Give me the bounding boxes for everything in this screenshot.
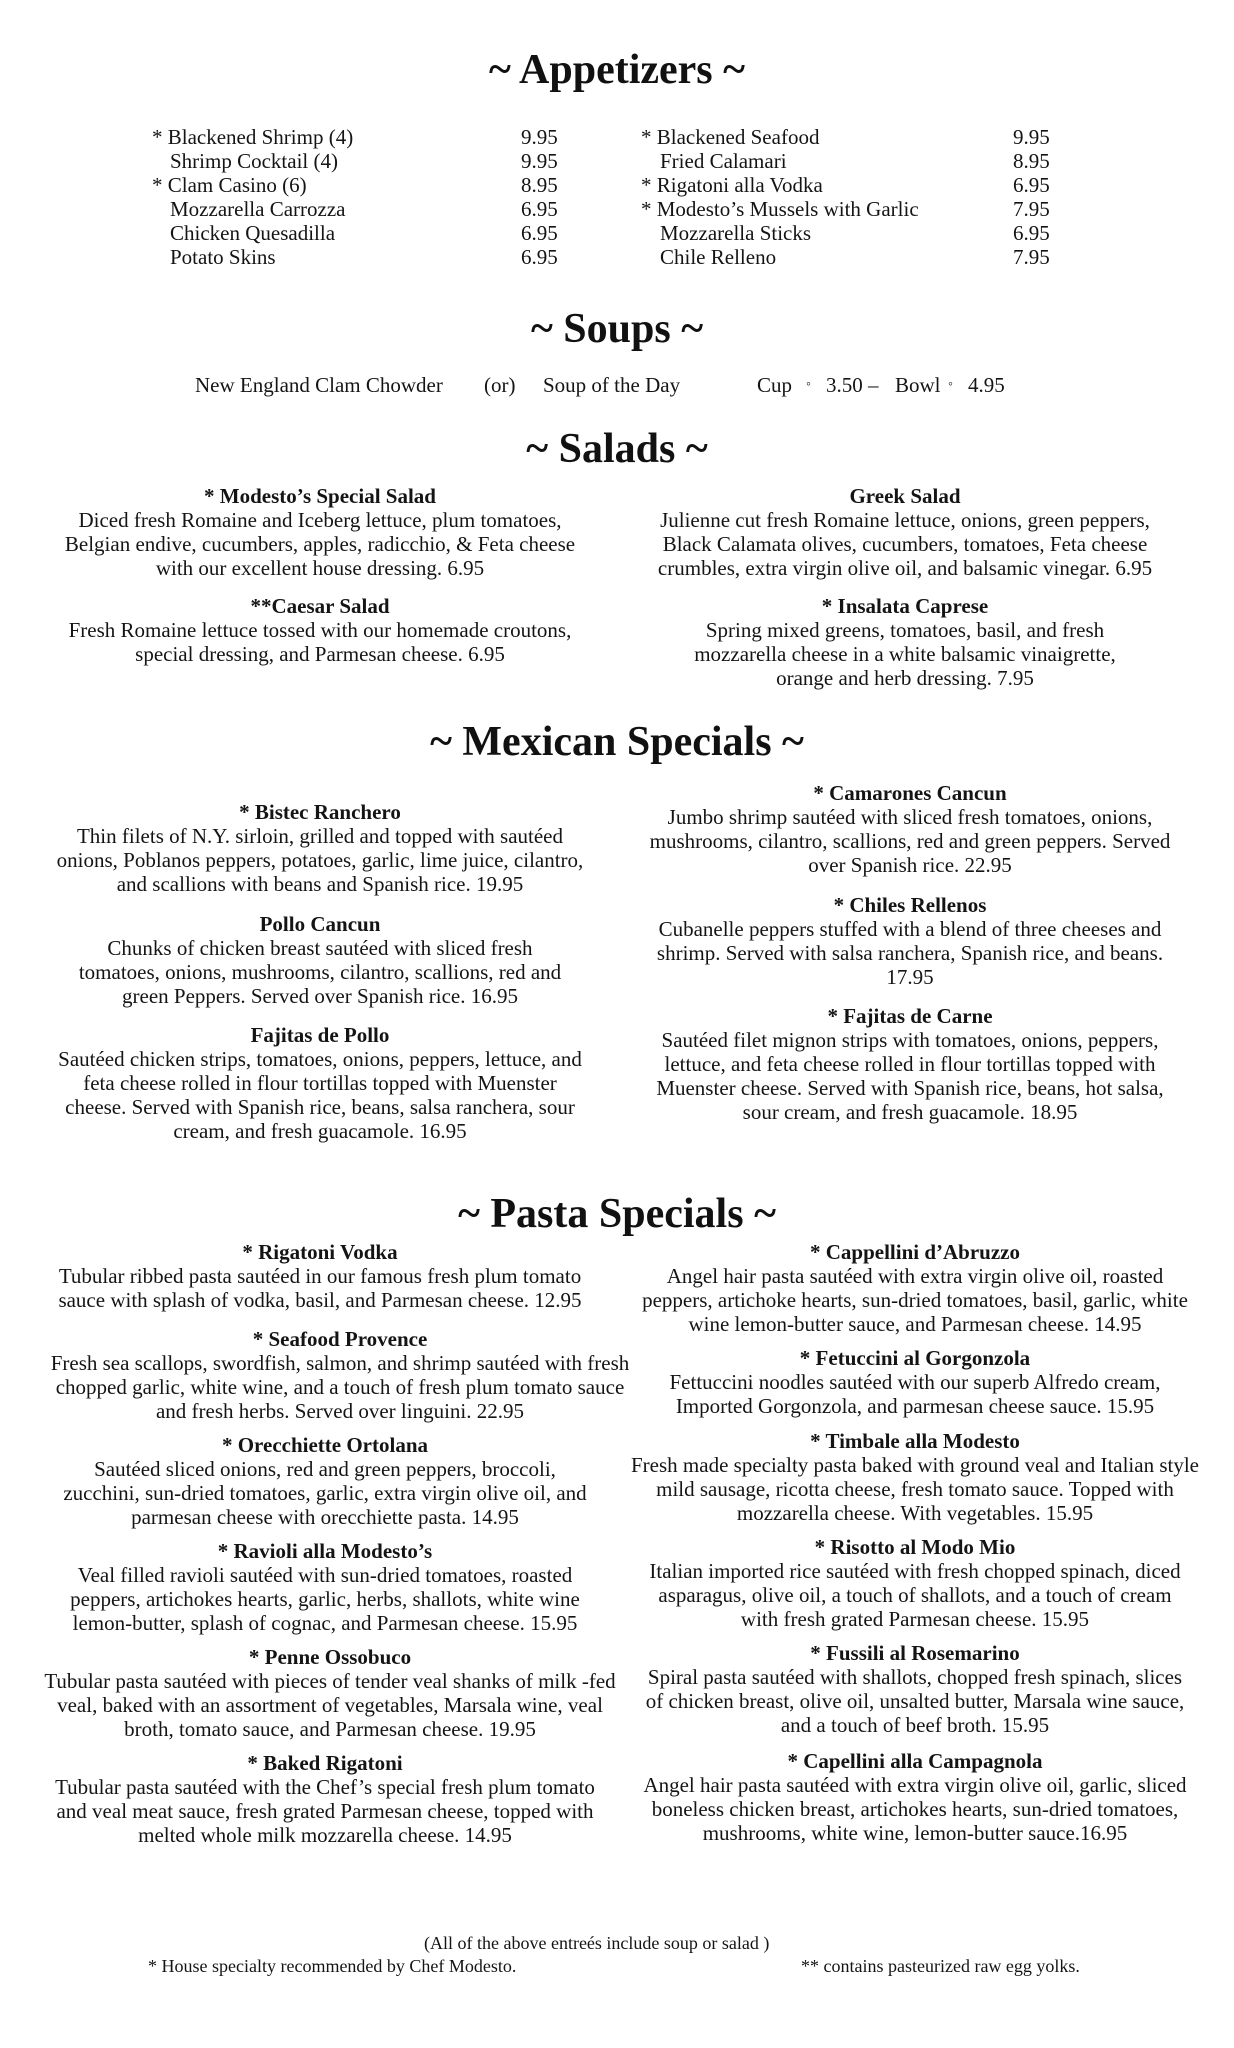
item-description: Spiral pasta sautéed with shallots, chopped fresh spinach, slices of chicken breast, olive oil, unsalted butter, Marsala wine sauce, and a touch of beef broth. 15.95	[645, 1665, 1185, 1737]
soup-bowl-price: 4.95	[968, 373, 1005, 397]
menu-item	[640, 1346, 1190, 1418]
item-name: * Insalata Caprese	[821, 594, 989, 618]
appetizer-item: Fried Calamari	[660, 149, 787, 173]
item-description: Angel hair pasta sautéed with extra virgin olive oil, roasted peppers, artichoke hearts, sun-dried tomatoes, basil, garlic, white wine lemon-butter sauce, and Parmesan cheese. 14.95	[642, 1264, 1188, 1336]
pasta-heading: ~ Pasta Specials ~	[458, 1191, 776, 1237]
item-description: Veal filled ravioli sautéed with sun-dried tomatoes, roasted peppers, artichokes hearts, garlic, herbs, shallots, white wine lemon-butter, splash of cognac, and Parmesan cheese. 15.95	[70, 1563, 580, 1635]
appetizer-price: 6.95	[1013, 173, 1050, 197]
item-name: **Caesar Salad	[250, 594, 390, 618]
item-description: Chunks of chicken breast sautéed with sliced fresh tomatoes, onions, mushrooms, cilantro, scallions, red and green Peppers. Served over Spanish rice. 16.95	[78, 936, 562, 1008]
appetizer-price: 8.95	[1013, 149, 1050, 173]
mexican-heading: ~ Mexican Specials ~	[430, 719, 804, 765]
appetizer-item: Mozzarella Sticks	[660, 221, 812, 245]
soup-bowl-label: Bowl	[895, 373, 941, 397]
item-name: * Orecchiette Ortolana	[221, 1433, 429, 1457]
menu-item	[630, 1429, 1200, 1525]
item-name: * Fetuccini al Gorgonzola	[799, 1346, 1031, 1370]
item-description: Tubular pasta sautéed with pieces of tender veal shanks of milk -fed veal, baked with an assortment of vegetables, Marsala wine, veal broth, tomato sauce, and Parmesan cheese. 19.95	[44, 1669, 616, 1741]
appetizer-price: 9.95	[521, 125, 558, 149]
item-name: * Fajitas de Carne	[827, 1004, 993, 1028]
appetizer-price: 9.95	[1013, 125, 1050, 149]
item-description: Fresh made specialty pasta baked with ground veal and Italian style mild sausage, ricotta cheese, fresh tomato sauce. Topped with mozzarella cheese. With vegetables. 15.95	[631, 1453, 1199, 1525]
item-name: * Baked Rigatoni	[247, 1751, 403, 1775]
item-description: Thin filets of N.Y. sirloin, grilled and topped with sautéed onions, Poblanos peppers, potatoes, garlic, lime juice, cilantro, and scallions with beans and Spanish rice. 19.95	[56, 824, 584, 896]
menu-item	[55, 1751, 595, 1847]
item-description: Tubular pasta sautéed with the Chef’s special fresh plum tomato and veal meat sauce, fresh grated Parmesan cheese, topped with melted whole milk mozzarella cheese. 14.95	[55, 1775, 595, 1847]
appetizer-item: * Blackened Shrimp (4)	[152, 125, 354, 149]
item-description: Sautéed filet mignon strips with tomatoes, onions, peppers, lettuce, and feta cheese rolled in flour tortillas topped with Muenster cheese. Served with Spanish rice, beans, hot salsa, sour cream, and fresh guacamole. 18.95	[656, 1028, 1164, 1124]
item-description: Fresh sea scallops, swordfish, salmon, and shrimp sautéed with fresh chopped garlic, white wine, and a touch of fresh plum tomato sauce and fresh herbs. Served over linguini. 22.95	[50, 1351, 630, 1423]
item-description: Fresh Romaine lettuce tossed with our homemade croutons, special dressing, and Parmesan cheese. 6.95	[68, 618, 572, 666]
item-name: * Timbale alla Modesto	[810, 1429, 1020, 1453]
appetizer-item: Potato Skins	[170, 245, 276, 269]
menu-item	[640, 1535, 1190, 1631]
menu-item	[635, 1749, 1195, 1845]
appetizer-item: Shrimp Cocktail (4)	[170, 149, 338, 173]
item-name: * Modesto’s Special Salad	[204, 484, 436, 508]
item-description: Jumbo shrimp sautéed with sliced fresh tomatoes, onions, mushrooms, cilantro, scallions, red and green peppers. Served over Spanish rice. 22.95	[649, 805, 1171, 877]
appetizer-item: Chicken Quesadilla	[170, 221, 336, 245]
appetizer-item: * Rigatoni alla Vodka	[641, 173, 823, 197]
menu-item	[55, 484, 585, 580]
appetizer-price: 7.95	[1013, 197, 1050, 221]
soup-bullet: ◦	[948, 377, 953, 392]
appetizer-price: 6.95	[521, 221, 558, 245]
appetizer-price: 6.95	[521, 197, 558, 221]
appetizer-item: * Blackened Seafood	[641, 125, 820, 149]
item-description: Sautéed chicken strips, tomatoes, onions, peppers, lettuce, and feta cheese rolled in flour tortillas topped with Muenster cheese. Served with Spanish rice, beans, salsa ranchera, sour cream, and fresh guacamole. 16.95	[58, 1047, 582, 1143]
appetizer-price: 8.95	[521, 173, 558, 197]
item-description: Tubular ribbed pasta sautéed in our famous fresh plum tomato sauce with splash of vodka, basil, and Parmesan cheese. 12.95	[58, 1264, 582, 1312]
item-description: Cubanelle peppers stuffed with a blend of three cheeses and shrimp. Served with salsa ranchera, Spanish rice, and beans. 17.95	[656, 917, 1164, 989]
menu-item	[65, 912, 575, 1008]
item-name: * Bistec Ranchero	[239, 800, 401, 824]
menu-item	[635, 484, 1175, 580]
item-name: * Risotto al Modo Mio	[814, 1535, 1016, 1559]
footer-raw-egg-note: ** contains pasteurized raw egg yolks.	[801, 1956, 1080, 1976]
item-name: * Chiles Rellenos	[833, 893, 987, 917]
item-name: Pollo Cancun	[259, 912, 381, 936]
footer-house-specialty-note: * House specialty recommended by Chef Modesto.	[148, 1956, 517, 1976]
menu-item	[635, 1240, 1195, 1336]
menu-item	[655, 893, 1165, 989]
item-name: * Rigatoni Vodka	[242, 1240, 398, 1264]
item-description: Fettuccini noodles sautéed with our superb Alfredo cream, Imported Gorgonzola, and parmesan cheese sauce. 15.95	[669, 1370, 1161, 1418]
soup-cup-price: 3.50 –	[826, 373, 879, 397]
menu-item	[50, 1327, 630, 1423]
item-name: * Cappellini d’Abruzzo	[809, 1240, 1021, 1264]
item-name: Greek Salad	[849, 484, 961, 508]
soup-clam-chowder: New England Clam Chowder	[195, 373, 443, 397]
menu-item	[65, 594, 575, 666]
item-name: Fajitas de Pollo	[250, 1023, 390, 1047]
footer-entrees-note: (All of the above entreés include soup or salad )	[424, 1933, 770, 1953]
salads-heading: ~ Salads ~	[526, 426, 708, 472]
appetizer-item: * Modesto’s Mussels with Garlic	[641, 197, 919, 221]
appetizer-item: Chile Relleno	[660, 245, 777, 269]
menu-item	[640, 1641, 1190, 1737]
appetizers-heading: ~ Appetizers ~	[489, 47, 745, 93]
item-name: * Fussili al Rosemarino	[810, 1641, 1020, 1665]
soups-heading: ~ Soups ~	[530, 306, 704, 352]
menu-item	[645, 781, 1175, 877]
menu-item	[40, 1539, 610, 1635]
menu-item	[40, 1240, 600, 1312]
item-name: * Ravioli alla Modesto’s	[217, 1539, 433, 1563]
menu-item	[665, 594, 1145, 690]
soup-of-the-day: Soup of the Day	[543, 373, 681, 397]
item-description: Spring mixed greens, tomatoes, basil, and fresh mozzarella cheese in a white balsamic vinaigrette, orange and herb dressing. 7.95	[694, 618, 1116, 690]
item-description: Italian imported rice sautéed with fresh chopped spinach, diced asparagus, olive oil, a touch of shallots, and a touch of cream with fresh grated Parmesan cheese. 15.95	[649, 1559, 1181, 1631]
menu-item	[55, 1023, 585, 1143]
soup-or: (or)	[484, 373, 516, 397]
item-name: * Capellini alla Campagnola	[787, 1749, 1043, 1773]
appetizer-price: 6.95	[521, 245, 558, 269]
item-description: Julienne cut fresh Romaine lettuce, onions, green peppers, Black Calamata olives, cucumbers, tomatoes, Feta cheese crumbles, extra virgin olive oil, and balsamic vinegar. 6.95	[657, 508, 1153, 580]
appetizer-item: * Clam Casino (6)	[152, 173, 307, 197]
menu-item	[55, 800, 585, 896]
item-name: * Seafood Provence	[252, 1327, 428, 1351]
menu-item	[40, 1645, 620, 1741]
item-description: Angel hair pasta sautéed with extra virgin olive oil, garlic, sliced boneless chicken breast, artichokes hearts, sun-dried tomatoes, mushrooms, white wine, lemon-butter sauce.16.95	[643, 1773, 1187, 1845]
soup-bullet: ◦	[806, 377, 811, 392]
item-name: * Penne Ossobuco	[248, 1645, 412, 1669]
appetizer-price: 6.95	[1013, 221, 1050, 245]
appetizer-price: 7.95	[1013, 245, 1050, 269]
item-description: Sautéed sliced onions, red and green peppers, broccoli, zucchini, sun-dried tomatoes, garlic, extra virgin olive oil, and parmesan cheese with orecchiette pasta. 14.95	[63, 1457, 587, 1529]
appetizer-item: Mozzarella Carrozza	[170, 197, 346, 221]
menu-item	[645, 1004, 1175, 1124]
appetizer-price: 9.95	[521, 149, 558, 173]
item-description: Diced fresh Romaine and Iceberg lettuce, plum tomatoes, Belgian endive, cucumbers, apples, radicchio, & Feta cheese with our excellent house dressing. 6.95	[64, 508, 576, 580]
menu-item	[55, 1433, 595, 1529]
soup-cup-label: Cup	[757, 373, 793, 397]
item-name: * Camarones Cancun	[813, 781, 1007, 805]
